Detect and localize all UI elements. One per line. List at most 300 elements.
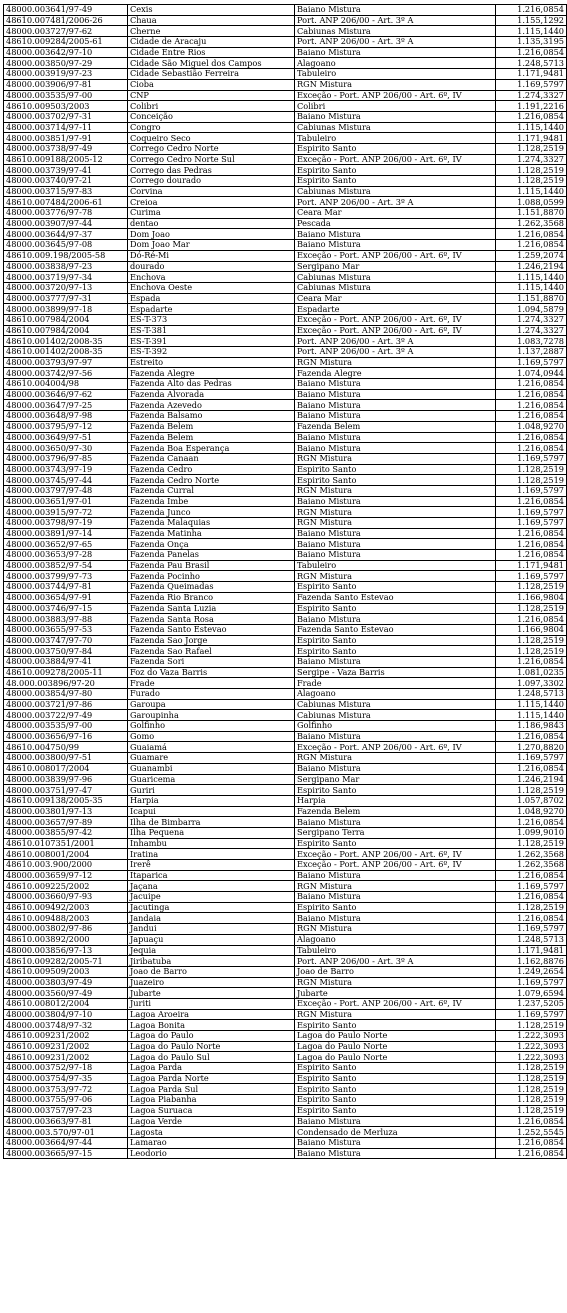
price-value-cell: 1.169,5797 [496,977,567,988]
table-row [4,432,567,443]
process-number-cell: 48000.003641/97-49 [4,5,128,16]
field-name-cell: Guamare [128,753,295,764]
field-name-cell: Chaua [128,15,295,26]
oil-stream-cell: Cabiunas Mistura [295,122,496,133]
oil-stream-cell: RGN Mistura [295,485,496,496]
table-row [4,379,567,390]
price-value-cell: 1.097,3302 [496,678,567,689]
price-value-cell: 1.259,2074 [496,250,567,261]
field-name-cell: Leodorio [128,1148,295,1159]
table-row [4,753,567,764]
field-name-cell: Jubarte [128,988,295,999]
field-name-cell: Lagoa Suruaca [128,1105,295,1116]
table-row [4,763,567,774]
process-number-cell: 48000.003646/97-62 [4,389,128,400]
table-row [4,646,567,657]
field-name-cell: Lagoa Parda Norte [128,1073,295,1084]
price-value-cell: 1.216,0854 [496,614,567,625]
price-value-cell: 1.115,1440 [496,710,567,721]
price-value-cell: 1.115,1440 [496,26,567,37]
field-name-cell: Fazenda Santa Rosa [128,614,295,625]
price-value-cell: 1.151,8870 [496,293,567,304]
process-number-cell: 48000.003799/97-73 [4,571,128,582]
price-value-cell: 1.262,3568 [496,218,567,229]
table-row [4,1041,567,1052]
field-name-cell: CNP [128,90,295,101]
table-row [4,817,567,828]
table-row [4,443,567,454]
table-row [4,261,567,272]
oil-stream-cell: Alagoano [295,689,496,700]
field-name-cell: Gomo [128,731,295,742]
price-value-cell: 1.169,5797 [496,485,567,496]
field-name-cell: Guaiamá [128,742,295,753]
field-name-cell: Jiribatuba [128,956,295,967]
process-number-cell: 48000.003715/97-83 [4,186,128,197]
oil-stream-cell: Harpia [295,795,496,806]
process-number-cell: 48000.003651/97-01 [4,496,128,507]
process-number-cell: 48610.009231/2002 [4,1052,128,1063]
field-name-cell: Iratina [128,849,295,860]
field-name-cell: Lagoa do Paulo Sul [128,1052,295,1063]
process-number-cell: 48000.003899/97-18 [4,304,128,315]
price-value-cell: 1.128,2519 [496,1095,567,1106]
oil-stream-cell: Espirito Santo [295,1073,496,1084]
oil-stream-cell: Fazenda Belem [295,421,496,432]
process-number-cell: 48000.003915/97-72 [4,507,128,518]
oil-stream-cell: Baiano Mistura [295,913,496,924]
oil-stream-cell: Condensado de Merluza [295,1127,496,1138]
process-number-cell: 48000.003647/97-25 [4,400,128,411]
process-number-cell: 48000.003854/97-80 [4,689,128,700]
table-row [4,678,567,689]
field-name-cell: Corvina [128,186,295,197]
table-row [4,998,567,1009]
process-number-cell: 48000.003653/97-28 [4,550,128,561]
oil-stream-cell: Ceara Mar [295,208,496,219]
oil-stream-cell: Baiano Mistura [295,539,496,550]
table-row [4,26,567,37]
oil-stream-cell: Espirito Santo [295,165,496,176]
oil-stream-cell: Cabiunas Mistura [295,186,496,197]
table-row [4,614,567,625]
price-value-cell: 1.216,0854 [496,229,567,240]
price-value-cell: 1.274,3327 [496,154,567,165]
process-number-cell: 48000.003798/97-19 [4,518,128,529]
table-row [4,400,567,411]
price-value-cell: 1.074,0944 [496,368,567,379]
oil-stream-cell: Fazenda Alegre [295,368,496,379]
price-value-cell: 1.216,0854 [496,1148,567,1159]
field-name-cell: Lagoa Bonita [128,1020,295,1031]
process-number-cell: 48610.004004/98 [4,379,128,390]
price-value-cell: 1.128,2519 [496,785,567,796]
oil-stream-cell: Fazenda Belem [295,806,496,817]
oil-stream-cell: Baiano Mistura [295,817,496,828]
oil-stream-cell: Espirito Santo [295,646,496,657]
field-name-cell: Lamarao [128,1137,295,1148]
field-name-cell: Fazenda Cedro [128,464,295,475]
price-value-cell: 1.128,2519 [496,1020,567,1031]
price-value-cell: 1.081,0235 [496,667,567,678]
table-row [4,582,567,593]
oil-stream-cell: Fazenda Santo Estevao [295,624,496,635]
process-number-cell: 48610.009284/2005-61 [4,37,128,48]
table-row [4,475,567,486]
process-number-cell: 48000.003665/97-15 [4,1148,128,1159]
field-name-cell: Fazenda Queimadas [128,582,295,593]
oil-stream-cell: RGN Mistura [295,357,496,368]
price-value-cell: 1.216,0854 [496,892,567,903]
table-row [4,1148,567,1159]
table-row [4,518,567,529]
process-number-cell: 48000.003714/97-11 [4,122,128,133]
table-row [4,282,567,293]
oil-stream-cell: Pescada [295,218,496,229]
field-name-cell: Espada [128,293,295,304]
process-number-cell: 48610.003892/2000 [4,934,128,945]
process-number-cell: 48000.003649/97-51 [4,432,128,443]
oil-stream-cell: Cabiunas Mistura [295,282,496,293]
field-name-cell: Jacutinga [128,902,295,913]
process-number-cell: 48000.003742/97-56 [4,368,128,379]
oil-stream-cell: Cabiunas Mistura [295,272,496,283]
table-row [4,143,567,154]
price-value-cell: 1.128,2519 [496,143,567,154]
table-row [4,101,567,112]
oil-stream-cell: Espirito Santo [295,1095,496,1106]
field-name-cell: Irerê [128,860,295,871]
process-number-cell: 48000.003722/97-49 [4,710,128,721]
oil-stream-cell: Baiano Mistura [295,443,496,454]
price-value-cell: 1.128,2519 [496,475,567,486]
price-value-cell: 1.248,5713 [496,934,567,945]
table-row [4,1052,567,1063]
field-name-cell: Ilha de Bimbarra [128,817,295,828]
oil-stream-cell: Tabuleiro [295,945,496,956]
table-row [4,368,567,379]
field-name-cell: ES-T-373 [128,314,295,325]
process-number-cell: 48000.003755/97-06 [4,1095,128,1106]
oil-stream-cell: Alagoano [295,58,496,69]
oil-stream-cell: Tabuleiro [295,133,496,144]
field-name-cell: Icapui [128,806,295,817]
oil-stream-cell: Espirito Santo [295,1063,496,1074]
process-number-cell: 48000.003739/97-41 [4,165,128,176]
price-value-cell: 1.083,7278 [496,336,567,347]
field-name-cell: Cidade de Aracaju [128,37,295,48]
process-number-cell: 48000.003535/97-00 [4,90,128,101]
process-number-cell: 48000.003702/97-31 [4,111,128,122]
price-value-cell: 1.137,2887 [496,347,567,358]
oil-stream-cell: Sergipano Mar [295,774,496,785]
field-name-cell: Guaricema [128,774,295,785]
price-value-cell: 1.270,8820 [496,742,567,753]
price-value-cell: 1.222,3093 [496,1052,567,1063]
process-number-cell: 48000.003839/97-96 [4,774,128,785]
field-name-cell: Fazenda Alegre [128,368,295,379]
process-number-cell: 48000.003657/97-89 [4,817,128,828]
oil-stream-cell: Espirito Santo [295,635,496,646]
field-name-cell: Juazeiro [128,977,295,988]
field-name-cell: Fazenda Cedro Norte [128,475,295,486]
table-row [4,913,567,924]
table-row [4,806,567,817]
oil-stream-cell: Exceção - Port. ANP 206/00 - Art. 6º, IV [295,325,496,336]
oil-stream-cell: Jubarte [295,988,496,999]
process-number-cell: 48000.003906/97-81 [4,79,128,90]
field-name-cell: Fazenda Santo Estevao [128,624,295,635]
process-number-cell: 48000.003664/97-44 [4,1137,128,1148]
process-number-cell: 48000.003744/97-81 [4,582,128,593]
price-value-cell: 1.115,1440 [496,272,567,283]
field-name-cell: Fazenda Curral [128,485,295,496]
price-value-cell: 1.128,2519 [496,1084,567,1095]
price-value-cell: 1.128,2519 [496,582,567,593]
field-name-cell: Fazenda Junco [128,507,295,518]
process-number-cell: 48000.003907/97-44 [4,218,128,229]
table-row [4,528,567,539]
process-number-cell: 48610.008012/2004 [4,998,128,1009]
price-value-cell: 1.237,5205 [496,998,567,1009]
table-row [4,539,567,550]
field-name-cell: Ilha Pequena [128,827,295,838]
process-number-cell: 48610.009509/2003 [4,966,128,977]
oil-stream-cell: Espirito Santo [295,475,496,486]
field-name-cell: Congro [128,122,295,133]
field-name-cell: Conceição [128,111,295,122]
price-value-cell: 1.216,0854 [496,5,567,16]
process-number-cell: 48000.003851/97-91 [4,133,128,144]
table-row [4,314,567,325]
field-name-cell: Fazenda Canaan [128,453,295,464]
field-name-cell: Dom Joao Mar [128,240,295,251]
price-value-cell: 1.048,9270 [496,421,567,432]
price-value-cell: 1.274,3327 [496,314,567,325]
table-row [4,485,567,496]
table-row [4,389,567,400]
process-number-cell: 48000.003801/97-13 [4,806,128,817]
field-name-cell: Curima [128,208,295,219]
process-number-cell: 48000.003838/97-23 [4,261,128,272]
field-name-cell: Fazenda Imbe [128,496,295,507]
table-row [4,218,567,229]
table-row [4,560,567,571]
process-number-cell: 48000.003727/97-62 [4,26,128,37]
field-name-cell: Corrego Cedro Norte Sul [128,154,295,165]
price-value-cell: 1.248,5713 [496,689,567,700]
field-name-cell: Fazenda Belem [128,421,295,432]
table-row [4,421,567,432]
process-number-cell: 48610.001402/2008-35 [4,336,128,347]
oil-stream-cell: Port. ANP 206/00 - Art. 3º A [295,336,496,347]
oil-stream-cell: Port. ANP 206/00 - Art. 3º A [295,197,496,208]
process-number-cell: 48610.009488/2003 [4,913,128,924]
process-number-cell: 48610.009278/2005-11 [4,667,128,678]
price-value-cell: 1.216,0854 [496,432,567,443]
oil-stream-cell: Fazenda Santo Estevao [295,592,496,603]
table-row [4,304,567,315]
price-value-cell: 1.115,1440 [496,282,567,293]
process-number-cell: 48610.009282/2005-71 [4,956,128,967]
field-name-cell: Itaparica [128,870,295,881]
price-value-cell: 1.262,3568 [496,849,567,860]
process-number-cell: 48000.003720/97-13 [4,282,128,293]
table-row [4,240,567,251]
oil-stream-cell: Baiano Mistura [295,870,496,881]
oil-stream-cell: Espirito Santo [295,1105,496,1116]
price-value-cell: 1.128,2519 [496,1063,567,1074]
price-value-cell: 1.162,8876 [496,956,567,967]
table-row [4,966,567,977]
field-name-cell: Japuaçu [128,934,295,945]
price-value-cell: 1.128,2519 [496,176,567,187]
process-number-cell: 48000.003747/97-70 [4,635,128,646]
table-row [4,411,567,422]
table-row [4,325,567,336]
table-row [4,122,567,133]
table-row [4,550,567,561]
oil-stream-cell: RGN Mistura [295,453,496,464]
table-row [4,710,567,721]
table-row [4,742,567,753]
oil-stream-cell: Exceção - Port. ANP 206/00 - Art. 6º, IV [295,998,496,1009]
process-number-cell: 48000.003654/97-91 [4,592,128,603]
table-row [4,186,567,197]
oil-stream-cell: Espirito Santo [295,902,496,913]
table-row [4,111,567,122]
field-name-cell: Fazenda Matinha [128,528,295,539]
price-value-cell: 1.216,0854 [496,539,567,550]
oil-stream-cell: Baiano Mistura [295,614,496,625]
process-number-cell: 48610.007481/2006-26 [4,15,128,26]
table-row [4,1063,567,1074]
oil-stream-cell: Espirito Santo [295,1084,496,1095]
field-name-cell: Guanambi [128,763,295,774]
process-number-cell: 48000.003883/97-88 [4,614,128,625]
process-number-cell: 48000.003650/97-30 [4,443,128,454]
process-number-cell: 48610.009225/2002 [4,881,128,892]
process-number-cell: 48000.003656/97-16 [4,731,128,742]
table-row [4,924,567,935]
oil-stream-cell: Baiano Mistura [295,763,496,774]
oil-stream-cell: Baiano Mistura [295,1137,496,1148]
process-number-cell: 48610.007984/2004 [4,314,128,325]
field-name-cell: Coqueiro Seco [128,133,295,144]
oil-stream-cell: Baiano Mistura [295,411,496,422]
table-row [4,453,567,464]
table-row [4,1137,567,1148]
field-name-cell: Cioba [128,79,295,90]
oil-stream-cell: Baiano Mistura [295,892,496,903]
process-number-cell: 48000.003659/97-12 [4,870,128,881]
process-number-cell: 48000.003753/97-72 [4,1084,128,1095]
oil-stream-cell: Lagoa do Paulo Norte [295,1052,496,1063]
field-name-cell: Lagoa do Paulo [128,1031,295,1042]
oil-stream-cell: Baiano Mistura [295,379,496,390]
oil-stream-cell: Exceção - Port. ANP 206/00 - Art. 6º, IV [295,849,496,860]
table-row [4,197,567,208]
process-number-cell: 48610.009.198/2005-58 [4,250,128,261]
table-row [4,881,567,892]
oil-stream-cell: Sergipano Terra [295,827,496,838]
price-value-cell: 1.128,2519 [496,838,567,849]
oil-stream-cell: Exceção - Port. ANP 206/00 - Art. 6º, IV [295,742,496,753]
table-row [4,154,567,165]
price-value-cell: 1.088,0599 [496,197,567,208]
table-row [4,689,567,700]
price-value-cell: 1.151,8870 [496,208,567,219]
oil-stream-cell: Ceara Mar [295,293,496,304]
field-name-cell: Harpia [128,795,295,806]
price-value-cell: 1.249,2654 [496,966,567,977]
process-number-cell: 48000.003535/97-00 [4,721,128,732]
table-row [4,860,567,871]
field-name-cell: Jandui [128,924,295,935]
oil-stream-cell: Joao de Barro [295,966,496,977]
process-number-cell: 48000.003777/97-31 [4,293,128,304]
table-row [4,347,567,358]
field-name-cell: Lagosta [128,1127,295,1138]
oil-stream-cell: Port. ANP 206/00 - Art. 3º A [295,37,496,48]
process-number-cell: 48000.003642/97-10 [4,47,128,58]
table-row [4,58,567,69]
table-row [4,785,567,796]
oil-stream-cell: Cabiunas Mistura [295,699,496,710]
process-number-cell: 48000.003884/97-41 [4,656,128,667]
price-value-cell: 1.222,3093 [496,1031,567,1042]
table-row [4,603,567,614]
table-row [4,5,567,16]
field-name-cell: Fazenda Santa Luzia [128,603,295,614]
process-number-cell: 48000.003852/97-54 [4,560,128,571]
field-name-cell: Jacuipe [128,892,295,903]
field-name-cell: Cidade São Miguel dos Campos [128,58,295,69]
oil-stream-cell: RGN Mistura [295,79,496,90]
oil-stream-cell: Espirito Santo [295,785,496,796]
field-name-cell: Lagoa do Paulo Norte [128,1041,295,1052]
price-value-cell: 1.115,1440 [496,699,567,710]
table-row [4,635,567,646]
table-row [4,721,567,732]
price-value-cell: 1.248,5713 [496,58,567,69]
process-number-cell: 48000.003919/97-23 [4,69,128,80]
price-value-cell: 1.057,8702 [496,795,567,806]
field-name-cell: dourado [128,261,295,272]
oil-stream-cell: Sergipano Mar [295,261,496,272]
price-value-cell: 1.216,0854 [496,870,567,881]
process-number-cell: 48000.003644/97-37 [4,229,128,240]
table-row [4,1127,567,1138]
oil-stream-cell: Baiano Mistura [295,550,496,561]
price-value-cell: 1.216,0854 [496,528,567,539]
process-number-cell: 48000.003740/97-21 [4,176,128,187]
price-table [3,4,567,1159]
price-value-cell: 1.048,9270 [496,806,567,817]
oil-stream-cell: Colibri [295,101,496,112]
table-row [4,1095,567,1106]
price-value-cell: 1.222,3093 [496,1041,567,1052]
field-name-cell: ES-T-391 [128,336,295,347]
process-number-cell: 48000.003757/97-23 [4,1105,128,1116]
process-number-cell: 48000.003719/97-34 [4,272,128,283]
table-row [4,774,567,785]
oil-stream-cell: Tabuleiro [295,69,496,80]
field-name-cell: dentao [128,218,295,229]
table-row [4,133,567,144]
field-name-cell: Estreito [128,357,295,368]
field-name-cell: Fazenda Belem [128,432,295,443]
